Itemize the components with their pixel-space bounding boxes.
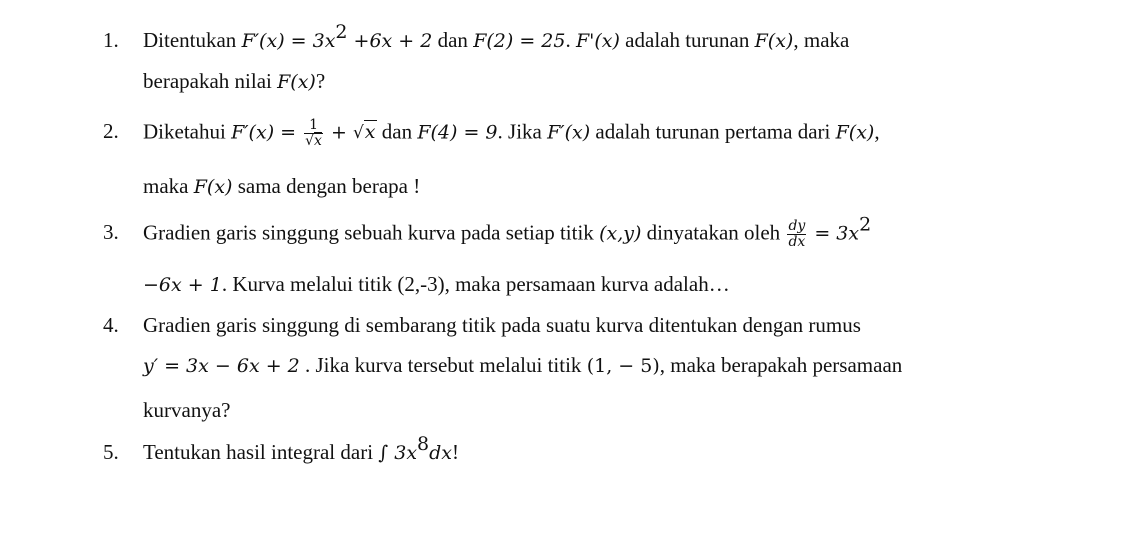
question-text: dinyatakan oleh <box>641 220 786 245</box>
question-number: 2. <box>103 119 119 143</box>
question-text: adalah turunan <box>619 28 755 52</box>
question-line <box>143 397 230 423</box>
math-expression: F′(x) = <box>231 121 303 144</box>
fraction-denominator: dx <box>788 234 806 250</box>
question-text: ? <box>315 69 326 93</box>
question-text: sama dengan berapa ! <box>232 174 421 198</box>
question-line <box>143 271 730 298</box>
question-text: kurvanya? <box>143 398 231 422</box>
question-text: berapakah nilai <box>143 69 278 93</box>
question-text: adalah turunan pertama dari <box>590 119 836 144</box>
question-line <box>143 433 460 466</box>
math-expression: F′(x) = 3x <box>241 30 336 52</box>
question-text: Tentukan hasil integral dari <box>143 440 379 464</box>
question-line <box>143 213 872 250</box>
math-expression: dx <box>429 442 453 464</box>
math-exponent: 8 <box>417 433 430 455</box>
math-expression: F′(x) <box>547 121 591 144</box>
question-text: dan <box>432 28 474 52</box>
question-text: Gradien garis singgung sebuah kurva pada setiap titik <box>143 220 600 245</box>
math-expression: F(x) <box>277 71 316 93</box>
fraction <box>304 118 323 149</box>
question-text: , maka berapakah persamaan <box>659 353 903 377</box>
math-expression: F'(x) <box>575 30 620 52</box>
derivative-fraction <box>787 219 806 250</box>
question-text: . Kurva melalui titik (2,-3), maka persamaan kurva adalah… <box>221 272 730 296</box>
math-expression: (x,y) <box>599 222 642 245</box>
math-expression: −6x + 1 <box>143 274 222 296</box>
question-text: Diketahui <box>143 119 232 144</box>
sqrt-radicand: x <box>314 133 322 149</box>
question-line <box>143 68 325 95</box>
math-expression: F(x) <box>754 30 794 52</box>
question-line <box>143 118 880 149</box>
question-text: dan <box>376 119 418 144</box>
fraction-numerator: 1 <box>304 118 323 134</box>
fraction-denominator <box>304 134 323 149</box>
question-text: maka <box>143 174 194 198</box>
math-expression: F(4) = 9 <box>417 121 498 144</box>
question-number: 3. <box>103 220 119 244</box>
sqrt-symbol: √ <box>305 133 315 149</box>
math-expression: y′ = 3x − 6x + 2 <box>143 355 300 377</box>
math-expression: F(2) = 25 <box>473 30 566 52</box>
math-expression: = 3x <box>808 222 860 245</box>
sqrt-symbol: √ <box>352 123 364 144</box>
question-text: . Jika kurva tersebut melalui titik <box>299 353 587 377</box>
math-expression: ∫ 3x <box>378 442 418 464</box>
sqrt-radicand: x <box>364 121 376 144</box>
question-text: . <box>565 28 576 52</box>
question-number: 5. <box>103 440 119 464</box>
fraction-numerator: dy <box>788 218 806 234</box>
question-number: 4. <box>103 313 119 337</box>
question-line <box>143 352 902 379</box>
question-line <box>143 21 850 54</box>
question-number: 1. <box>103 28 119 52</box>
question-text: Ditentukan <box>143 28 242 52</box>
math-expression: + <box>324 121 353 144</box>
question-text: . Jika <box>497 119 548 144</box>
question-text: , maka <box>793 28 850 52</box>
question-text: ! <box>452 440 460 464</box>
question-line <box>143 312 861 338</box>
math-exponent: 2 <box>335 21 348 43</box>
square-root <box>353 119 377 146</box>
question-line <box>143 173 420 200</box>
math-expression: F(x) <box>193 176 233 198</box>
math-expression: F(x) <box>835 121 875 144</box>
math-expression: (1, − 5) <box>586 355 660 377</box>
question-text: Gradien garis singgung di sembarang titik pada suatu kurva ditentukan dengan rumus <box>143 313 861 337</box>
question-text: , <box>874 119 880 144</box>
math-expression: +6x + 2 <box>347 30 433 52</box>
math-exponent: 2 <box>859 213 872 236</box>
